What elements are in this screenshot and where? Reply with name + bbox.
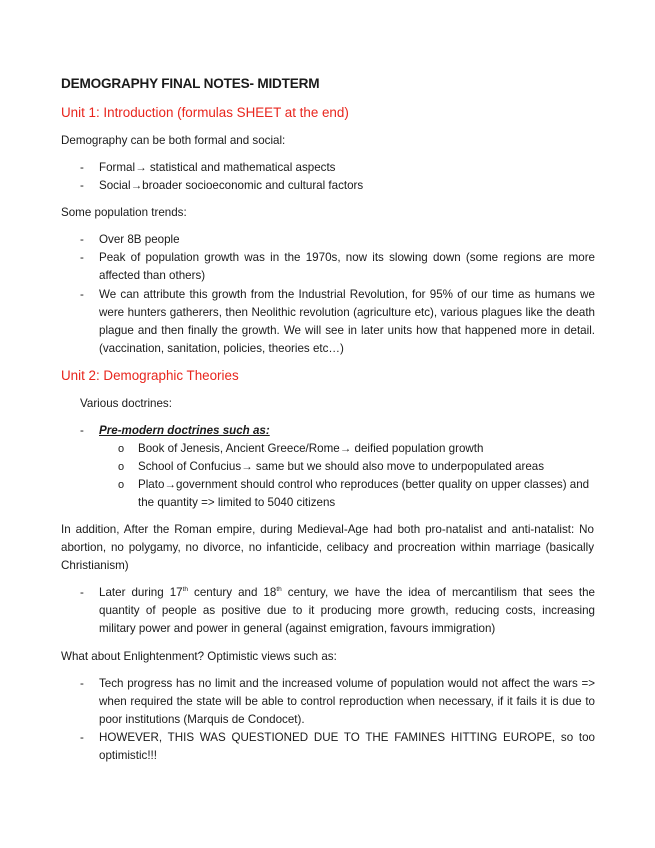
trend-item: Peak of population growth was in the 1970s, now its slowing down (some regions are more affected than others) [99,251,595,282]
circle-bullet: o [118,479,125,491]
enlightenment-item: HOWEVER, THIS WAS QUESTIONED DUE TO THE FAMINES HITTING EUROPE, so too optimistic!!! [99,731,595,762]
dash-marker: - [80,731,84,744]
trends-label: Some population trends: [61,206,187,219]
doctrines-label: Various doctrines: [80,397,172,410]
enlightenment-item: Tech progress has no limit and the increased volume of population would not affect the wars => when required the state will be able to control reproduction when necessary, if it fails it is due to poor institutions (Marquis de Condocet). [99,677,595,726]
circle-bullet: o [118,461,125,473]
dash-marker: - [80,179,84,192]
medieval-paragraph: In addition, After the Roman empire, during Medieval-Age had both pro-natalist and anti-natalist: No abortion, no polygamy, no divorce, no infanticide, celibacy and procreation within marriage (basically Christianism) [61,523,594,572]
premodern-label: Pre-modern doctrines such as: [99,424,270,437]
dash-marker: - [80,424,84,437]
page-title: DEMOGRAPHY FINAL NOTES- MIDTERM [61,76,320,91]
premodern-item: Book of Jenesis, Ancient Greece/Rome→ deified population growth [138,442,484,455]
trend-item: We can attribute this growth from the Industrial Revolution, for 95% of our time as humans we were hunters gatherers, then Neolithic revolution (agriculture etc), various plagues like the death plague and then finally the growth. We will see in later units how that happened more in detail. (vaccination, sanitation, policies, theories etc…) [99,288,595,355]
unit2-heading: Unit 2: Demographic Theories [61,368,239,383]
list-item-formal: Formal→ statistical and mathematical aspects [99,161,336,174]
list-item-social: Social→broader socioeconomic and cultural factors [99,179,364,192]
premodern-item: Plato→government should control who reproduces (better quality on upper classes) and the quantity => limited to 5040 citizens [138,478,590,509]
dash-marker: - [80,161,84,174]
premodern-item: School of Confucius→ same but we should also move to underpopulated areas [138,460,545,473]
unit1-intro: Demography can be both formal and social: [61,134,286,147]
enlightenment-label: What about Enlightenment? Optimistic views such as: [61,650,337,663]
dash-marker: - [80,288,84,301]
mercantilism-item: Later during 17th century and 18th century, we have the idea of mercantilism that sees the quantity of people as positive due to it producing more growth, reducing costs, increasing military power and power in general (against emigration, favours immigration) [99,586,595,635]
dash-marker: - [80,677,84,690]
circle-bullet: o [118,443,125,455]
dash-marker: - [80,251,84,264]
unit1-heading: Unit 1: Introduction (formulas SHEET at the end) [61,105,349,120]
dash-marker: - [80,233,84,246]
dash-marker: - [80,586,84,599]
trend-item: Over 8B people [99,233,180,246]
